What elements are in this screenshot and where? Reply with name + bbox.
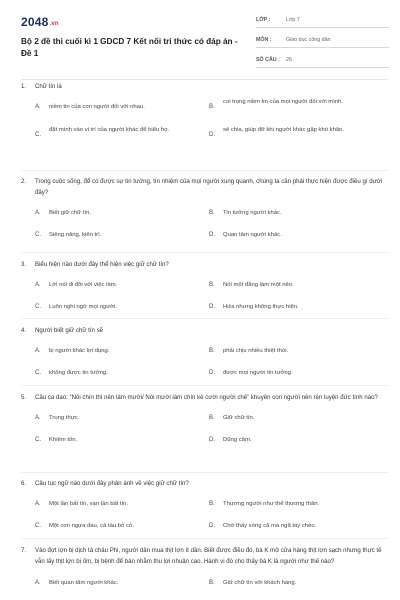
- question-text: Câu ca dao: “Nói chín thì nên làm mười/ Nói mười làm chín kẻ cười người chê” khuyên con người nên rèn luyện đức tính nào?: [35, 394, 378, 401]
- option-d[interactable]: D. được mọi người tin tưởng.: [209, 370, 293, 376]
- exam-header: [21, 12, 388, 70]
- question-number: 4.: [21, 327, 27, 334]
- question-divider: [21, 252, 388, 253]
- question-text: Trong cuộc sống, để có được sự tin tưởng, tín nhiệm của mọi người xung quanh, chúng ta cần phải thực hiện được điều gì dưới đây?: [35, 178, 383, 196]
- option-c[interactable]: C. Luôn nghi ngờ mọi người.: [35, 304, 117, 310]
- option-d[interactable]: D. Quan tâm người khác.: [209, 232, 282, 238]
- class-value: Lớp 7: [286, 16, 300, 23]
- question-4: [21, 325, 388, 392]
- question-text: Biểu hiện nào dưới đây thể hiện việc giữ chữ tín?: [35, 261, 169, 268]
- option-c[interactable]: C. đặt mình vào vị trí của người khác để hiểu họ.: [35, 127, 170, 138]
- question-5: [21, 392, 388, 459]
- option-c[interactable]: C. Khiêm tốn.: [35, 437, 78, 443]
- question-count-row: [256, 52, 389, 68]
- option-a[interactable]: A. Biết quan tâm người khác.: [35, 580, 119, 586]
- question-divider: [21, 472, 388, 473]
- question-text: Câu tục ngữ nào dưới đây phản ánh về việc giữ chữ tín?: [35, 480, 189, 487]
- option-b[interactable]: B. coi trọng niềm tin của mọi người đối với mình.: [209, 99, 344, 110]
- option-a[interactable]: A. niềm tin của con người đối với nhau.: [35, 104, 145, 110]
- question-divider: [21, 170, 388, 171]
- question-6: [21, 478, 388, 545]
- header-divider: [21, 79, 388, 80]
- option-d[interactable]: D. sẻ chia, giúp đỡ khi người khác gặp khó khăn.: [209, 127, 345, 138]
- question-7: [21, 545, 388, 593]
- option-c[interactable]: C. Một con ngựa đau, cả tàu bỏ cỏ.: [35, 523, 134, 529]
- option-d[interactable]: D. Hứa nhưng không thực hiện.: [209, 304, 299, 310]
- option-a[interactable]: A. bị người khác lợi dụng.: [35, 348, 110, 354]
- question-text: Người biết giữ chữ tín sẽ: [35, 327, 104, 334]
- question-count-label: SỐ CÂU :: [256, 56, 280, 63]
- question-number: 5.: [21, 394, 27, 401]
- question-number: 1.: [21, 83, 27, 90]
- option-d[interactable]: D. Dũng cảm.: [209, 437, 252, 443]
- question-number: 7.: [21, 547, 27, 554]
- site-logo[interactable]: 2048.vn: [21, 15, 59, 29]
- subject-row: [256, 32, 389, 48]
- subject-value: Giáo dục công dân: [286, 36, 331, 43]
- class-label: LỚP :: [256, 16, 271, 23]
- question-divider: [21, 318, 388, 319]
- option-b[interactable]: B. Giữ chữ tín.: [209, 415, 255, 421]
- document-title: Bộ 2 đề thi cuối kì 1 GDCD 7 Kết nối tri thức có đáp án - Đề 1: [21, 37, 238, 58]
- option-a[interactable]: A. Một lần bất tín, vạn lần bất tin.: [35, 501, 128, 507]
- subject-label: MÔN :: [256, 36, 272, 43]
- question-number: 6.: [21, 480, 27, 487]
- question-text: Vào đợt lợn bị dịch tả châu Phi, người dân mua thịt lợn ít dần. Biết được điều đó, bà K mở cửa hàng thịt lợn sạch nhưng thực tế vẫn lấy thịt lợn bị ốm, bị bệnh để bán nhằm thu lợi nhuận cao. Hành vi đó cho thấy bà K là người như thế nào?: [35, 547, 382, 565]
- question-divider: [21, 385, 388, 386]
- option-c[interactable]: C. Siêng năng, kiên trì.: [35, 232, 102, 238]
- option-d[interactable]: D. Chớ thấy sóng cả mà ngã tay chèo.: [209, 523, 317, 529]
- option-b[interactable]: B. Giữ chữ tín với khách hàng.: [209, 580, 297, 586]
- option-b[interactable]: B. Thương người như thể thương thân.: [209, 501, 320, 507]
- question-count-value: 26: [286, 56, 292, 63]
- option-a[interactable]: A. Biết giữ chữ tín.: [35, 210, 91, 216]
- option-b[interactable]: B. Tin tưởng người khác.: [209, 210, 282, 216]
- option-b[interactable]: B. phải chịu nhiều thiệt thòi.: [209, 348, 289, 354]
- exam-meta: [256, 12, 389, 72]
- question-2: [21, 176, 388, 254]
- question-1: [21, 81, 388, 156]
- option-a[interactable]: A. Lời nói đi đôi với việc làm.: [35, 282, 118, 288]
- option-a[interactable]: A. Trung thực.: [35, 415, 80, 421]
- question-number: 3.: [21, 261, 27, 268]
- class-row: [256, 12, 389, 28]
- question-3: [21, 259, 388, 326]
- option-b[interactable]: B. Nói một đằng làm một nẻo.: [209, 282, 294, 288]
- question-divider: [21, 538, 388, 539]
- question-text: Chữ tín là: [35, 83, 62, 90]
- option-c[interactable]: C. không được tin tưởng.: [35, 370, 108, 376]
- question-number: 2.: [21, 178, 27, 185]
